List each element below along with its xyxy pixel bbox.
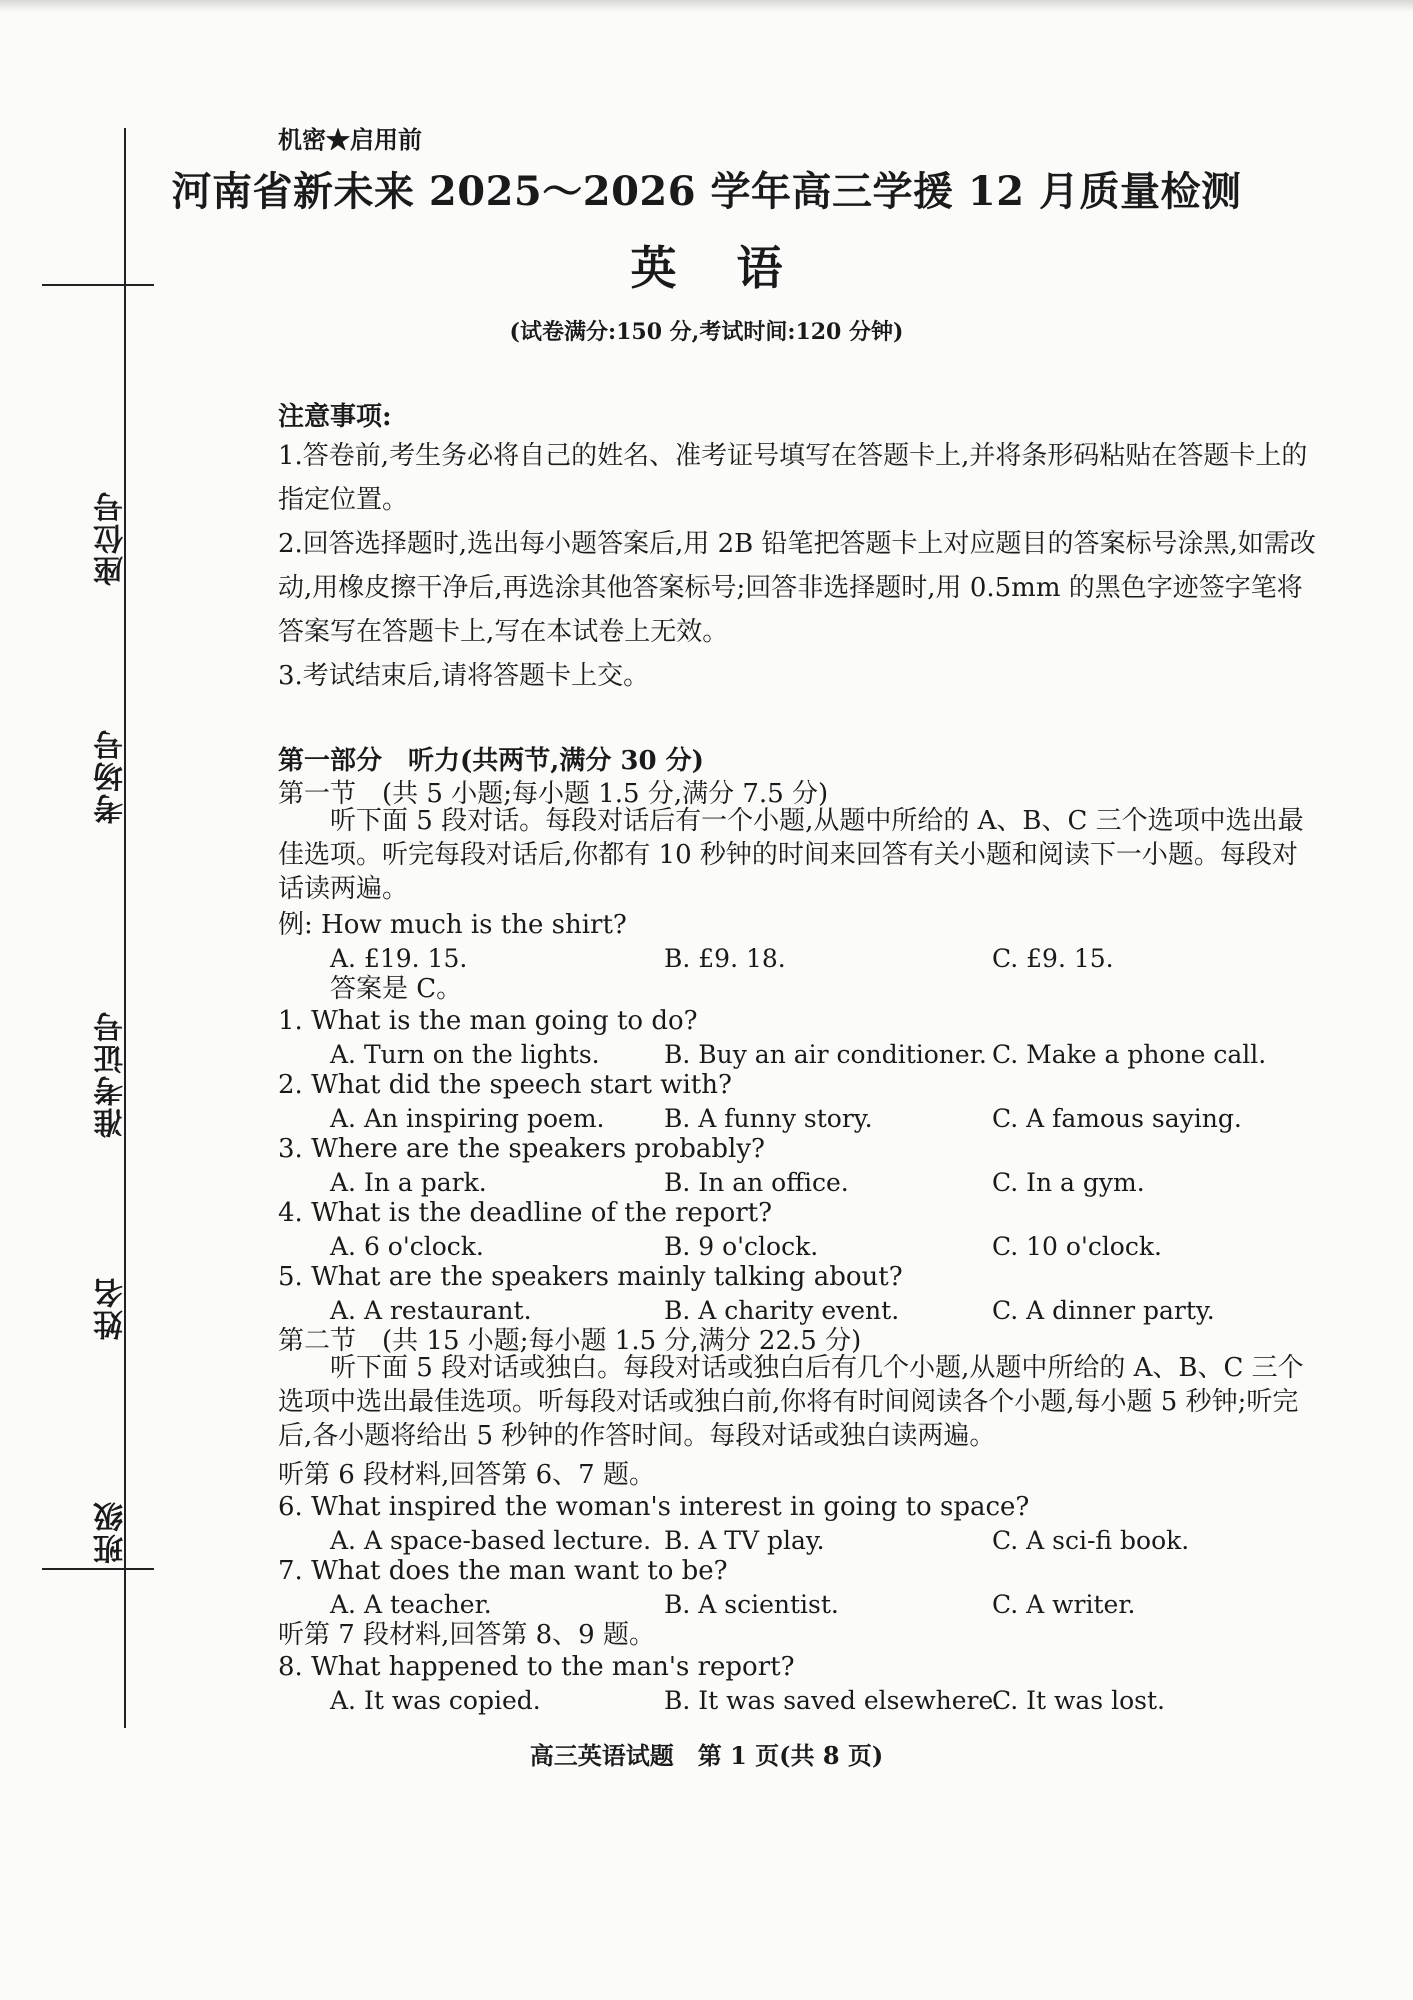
q2-option-a: A. An inspiring poem. xyxy=(330,1104,605,1133)
q5-option-b: B. A charity event. xyxy=(664,1296,900,1325)
page-footer: 高三英语试题 第 1 页(共 8 页) xyxy=(529,1741,884,1770)
section2-heading: 第二节 (共 15 小题;每小题 1.5 分,满分 22.5 分) xyxy=(278,1326,862,1356)
example-question: 例: How much is the shirt? xyxy=(278,910,627,940)
q4-option-a: A. 6 o'clock. xyxy=(330,1232,484,1261)
question-5: 5. What are the speakers mainly talking about? xyxy=(278,1262,903,1292)
group6-heading: 听第 6 段材料,回答第 6、7 题。 xyxy=(278,1460,655,1490)
exam-room-label: 考场号 xyxy=(94,728,129,824)
q8-option-c: C. It was lost. xyxy=(992,1686,1165,1715)
question-8: 8. What happened to the man's report? xyxy=(278,1652,795,1682)
q7-option-c: C. A writer. xyxy=(992,1590,1136,1619)
question-7: 7. What does the man want to be? xyxy=(278,1556,728,1586)
binding-bottom-rule xyxy=(42,1568,154,1570)
q8-option-b: B. It was saved elsewhere. xyxy=(664,1686,1002,1715)
q3-option-c: C. In a gym. xyxy=(992,1168,1145,1197)
section1-instructions: 听下面 5 段对话。每段对话后有一个小题,从题中所给的 A、B、C 三个选项中选出最佳选项。听完每段对话后,你都有 10 秒钟的时间来回答有关小题和阅读下一小题。每段对话读两遍。 xyxy=(278,806,1304,904)
q1-option-a: A. Turn on the lights. xyxy=(330,1040,600,1069)
q6-option-a: A. A space-based lecture. xyxy=(330,1526,652,1555)
section2-instructions: 听下面 5 段对话或独白。每段对话或独白后有几个小题,从题中所给的 A、B、C 三个选项中选出最佳选项。听每段对话或独白前,你将有时间阅读各个小题,每小题 5 秒钟;听完后,各小题将给出 5 秒钟的作答时间。每段对话或独白读两遍。 xyxy=(278,1353,1304,1451)
example-answer: 答案是 C。 xyxy=(330,974,463,1004)
admission-number-label: 准考证号 xyxy=(94,1010,129,1138)
part1-heading: 第一部分 听力(共两节,满分 30 分) xyxy=(278,746,704,776)
note-2: 2.回答选择题时,选出每小题答案后,用 2B 铅笔把答题卡上对应题目的答案标号涂黑,如需改动,用橡皮擦干净后,再选涂其他答案标号;回答非选择题时,用 0.5mm 的黑色字迹签字笔将答案写在答题卡上,写在本试卷上无效。 xyxy=(278,529,1316,647)
note-1: 1.答卷前,考生务必将自己的姓名、准考证号填写在答题卡上,并将条形码粘贴在答题卡上的指定位置。 xyxy=(278,441,1308,515)
q4-option-b: B. 9 o'clock. xyxy=(664,1232,819,1261)
exam-title: 河南省新未来 2025～2026 学年高三学援 12 月质量检测 xyxy=(171,168,1242,215)
confidential-mark: 机密★启用前 xyxy=(278,125,422,154)
section1-heading: 第一节 (共 5 小题;每小题 1.5 分,满分 7.5 分) xyxy=(278,779,829,809)
example-option-b: B. £9. 18. xyxy=(664,944,786,973)
q5-option-a: A. A restaurant. xyxy=(330,1296,532,1325)
q5-option-c: C. A dinner party. xyxy=(992,1296,1215,1325)
q7-option-b: B. A scientist. xyxy=(664,1590,839,1619)
notes-heading: 注意事项: xyxy=(278,402,392,432)
note-3: 3.考试结束后,请将答题卡上交。 xyxy=(278,661,650,691)
q1-option-b: B. Buy an air conditioner. xyxy=(664,1040,987,1069)
exam-info: (试卷满分:150 分,考试时间:120 分钟) xyxy=(509,319,904,345)
q7-option-a: A. A teacher. xyxy=(330,1590,492,1619)
subject-title: 英语 xyxy=(630,241,843,295)
question-1: 1. What is the man going to do? xyxy=(278,1006,698,1036)
q2-option-c: C. A famous saying. xyxy=(992,1104,1242,1133)
q3-option-b: B. In an office. xyxy=(664,1168,849,1197)
group7-heading: 听第 7 段材料,回答第 8、9 题。 xyxy=(278,1620,655,1650)
example-option-a: A. £19. 15. xyxy=(330,944,468,973)
question-4: 4. What is the deadline of the report? xyxy=(278,1198,773,1228)
question-3: 3. Where are the speakers probably? xyxy=(278,1134,765,1164)
q2-option-b: B. A funny story. xyxy=(664,1104,873,1133)
q3-option-a: A. In a park. xyxy=(330,1168,487,1197)
example-option-c: C. £9. 15. xyxy=(992,944,1114,973)
question-2: 2. What did the speech start with? xyxy=(278,1070,732,1100)
seat-number-label: 座位号 xyxy=(94,490,129,586)
name-label: 姓名 xyxy=(94,1276,129,1340)
question-6: 6. What inspired the woman's interest in going to space? xyxy=(278,1492,1030,1522)
q4-option-c: C. 10 o'clock. xyxy=(992,1232,1162,1261)
q6-option-c: C. A sci-fi book. xyxy=(992,1526,1190,1555)
q1-option-c: C. Make a phone call. xyxy=(992,1040,1267,1069)
scan-edge xyxy=(0,0,1413,12)
q6-option-b: B. A TV play. xyxy=(664,1526,825,1555)
q8-option-a: A. It was copied. xyxy=(330,1686,541,1715)
class-label: 班级 xyxy=(94,1500,129,1564)
